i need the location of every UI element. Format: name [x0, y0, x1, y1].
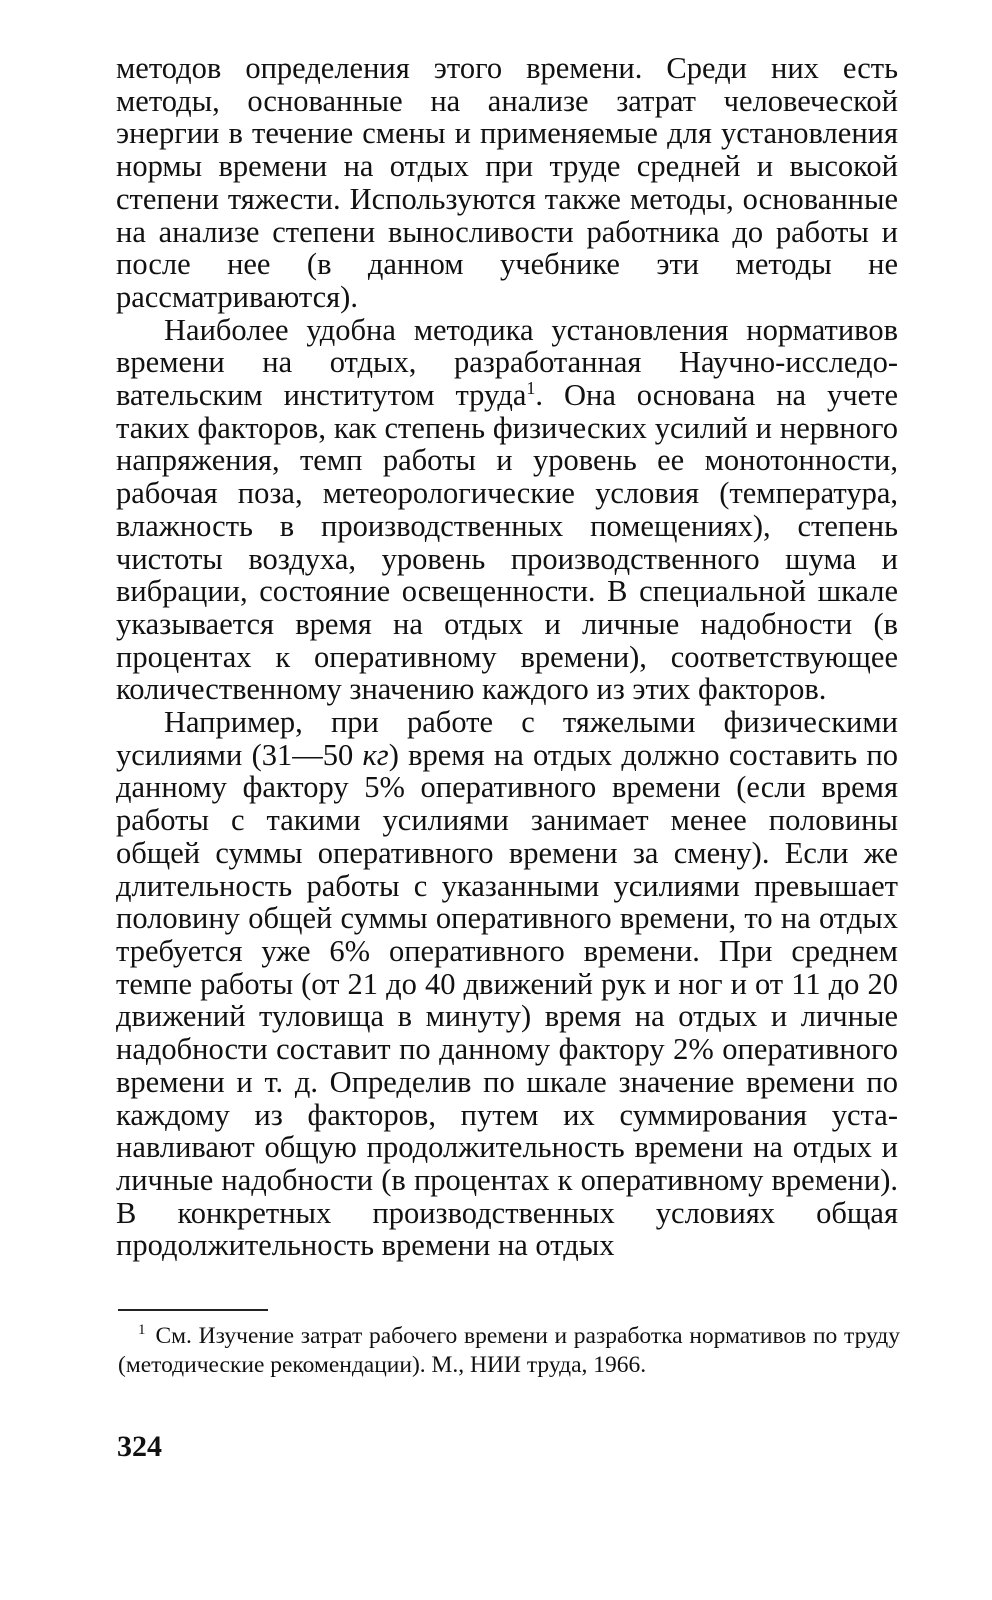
footnote-text: См. Изучение затрат рабочего времени и разработка нормативов по труду (методические рекомендации). М., НИИ труда, 1966.	[118, 1323, 900, 1378]
paragraph-2-end: . Она основана на учете таких факторов, как степень физических усилий и нервного напряжения, темп работы и уровень ее монотонности, рабочая поза, метеорологические условия (температура, влажность в производственных помещениях), степень чистоты воздуха, уровень производственного шума и вибрации, состояние освещенности. В специальной шкале указывается время на отдых и личные надобности (в процентах к оперативному времени), соответствующее количественному значению каждого из этих факторов.	[116, 378, 898, 707]
unit-kg: кг	[362, 737, 389, 772]
paragraph-3-start: Например, при работе с тяжелыми физическими усилиями (31—50	[116, 705, 898, 772]
paragraph-1: методов определения этого времени. Среди них есть методы, основанные на анализе затрат человеческой энергии в течение смены и применяемые для установления нормы времени на отдых при труде средней и высокой степени тяжести. Используются также методы, основанные на анализе степени выносливости работника до работы и после нее (в данном учебнике эти методы не рассматриваются).	[116, 51, 898, 314]
page-body	[116, 52, 898, 1262]
paragraph-2	[116, 314, 898, 706]
footnote-reference[interactable]: 1	[526, 377, 536, 398]
footnote-mark: 1	[138, 1322, 146, 1339]
footnote-divider	[118, 1309, 268, 1311]
footnote	[118, 1322, 900, 1380]
paragraph-3	[116, 706, 898, 1262]
paragraph-2-start: Наиболее удобна методика установления нормативов времени на отдых, разработанная Научно-исследовательским институтом труда	[116, 312, 898, 413]
page-number: 324	[117, 1430, 162, 1463]
paragraph-3-end: ) время на отдых должно составить по данному фактору 5% оперативного времени (если время работы с такими усилиями занимает менее половины общей суммы оперативного времени за смену). Если же длительность работы с указанными усилиями превышает половину общей суммы оперативного времени, то на отдых требуется уже 6% оперативного времени. При среднем темпе работы (от 21 до 40 движений рук и ног и от 11 до 20 движений туловища в минуту) время на отдых и личные надобности составит по данному фактору 2% оперативного времени и т. д. Определив по шкале значение времени по каждому из факторов, путем их суммирования устанавливают общую продолжительность времени на отдых и личные надобности (в процентах к оперативному времени). В конкретных производственных условиях общая продолжительность времени на отдых	[116, 737, 898, 1263]
